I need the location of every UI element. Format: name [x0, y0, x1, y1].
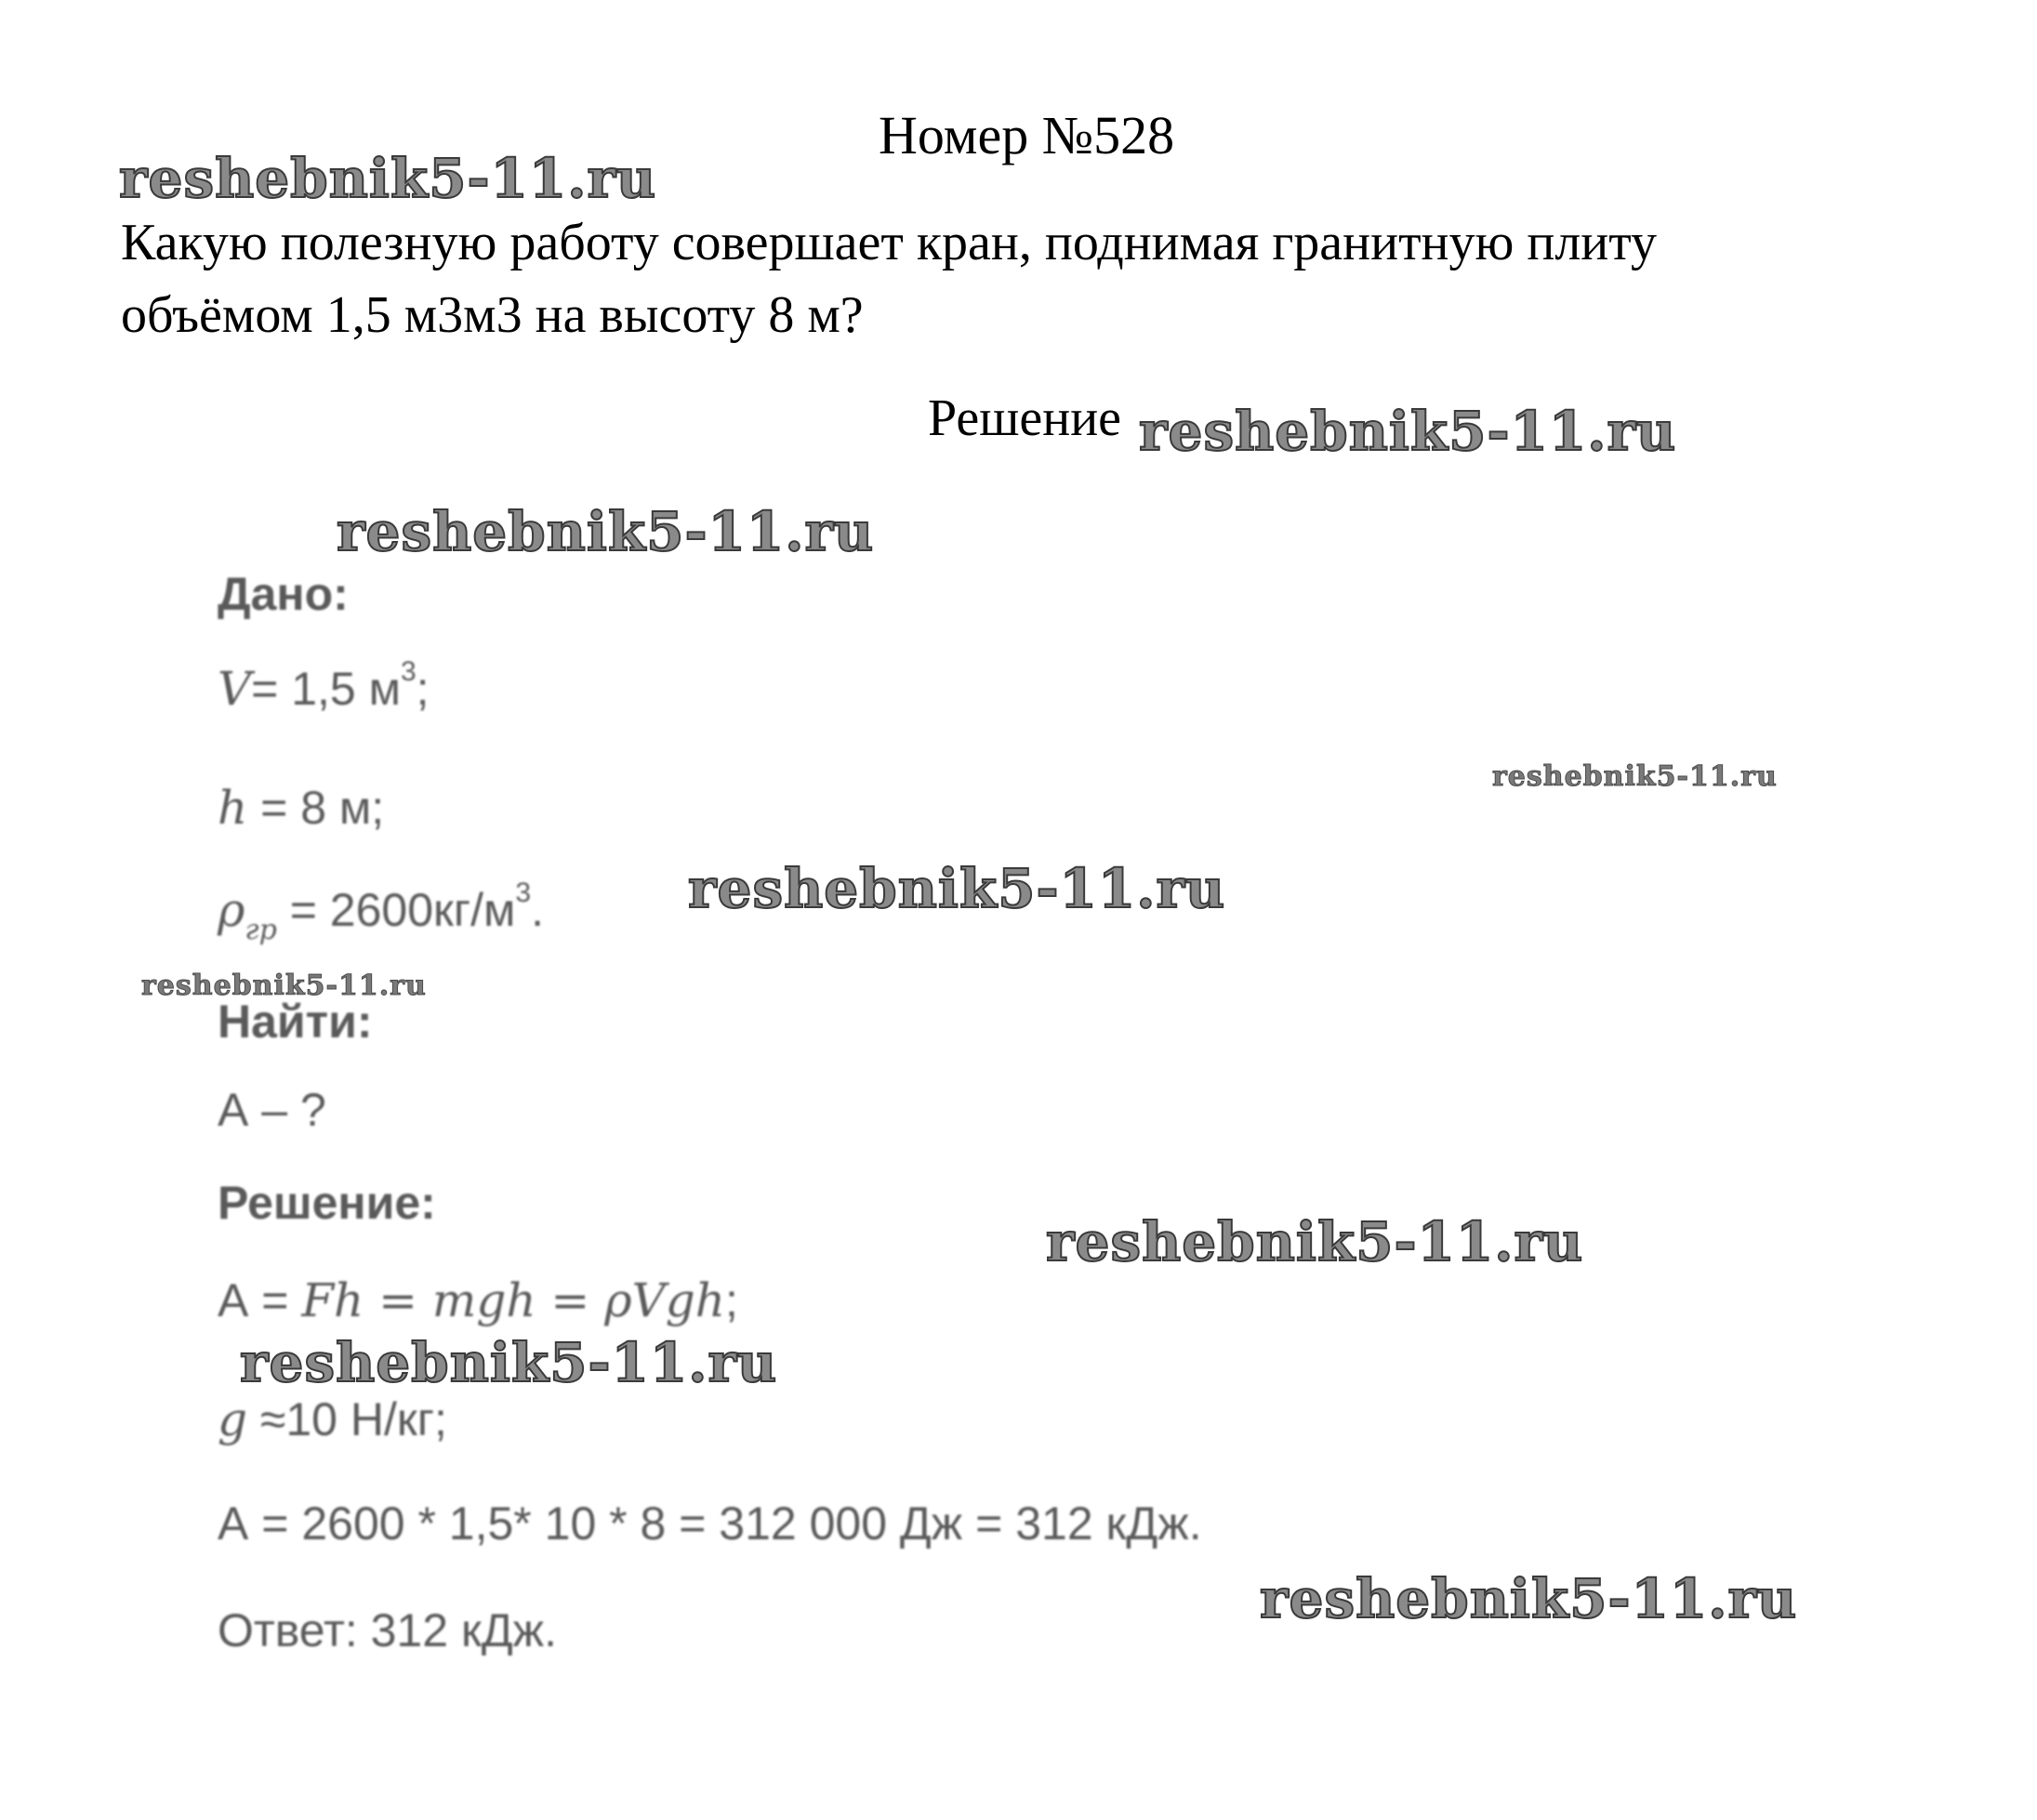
solution-heading: Решение: [928, 389, 1122, 447]
watermark: reshebnik5-11.ru: [1492, 760, 1778, 793]
given-label: Дано:: [218, 568, 349, 620]
volume-symbol: V: [218, 662, 252, 716]
given-volume: [218, 656, 430, 716]
calculation: А = 2600 * 1,5* 10 * 8 = 312 000 Дж = 312 кДж.: [218, 1497, 1202, 1550]
answer: Ответ: 312 кДж.: [218, 1604, 558, 1656]
page-title: Номер №528: [879, 105, 1175, 165]
density-subscript: гр: [245, 914, 277, 946]
gravity-value: [218, 1392, 447, 1446]
volume-end: ;: [416, 663, 430, 715]
problem-text: Какую полезную работу совершает кран, поднимая гранитную плиту объёмом 1,5 м3м3 на высоту 8 м?: [121, 214, 1657, 344]
watermark: reshebnik5-11.ru: [1046, 1210, 1584, 1273]
formula-a: А =: [218, 1274, 302, 1326]
volume-value: = 1,5 м: [251, 663, 401, 715]
watermark: reshebnik5-11.ru: [1260, 1567, 1798, 1630]
density-symbol: ρ: [218, 883, 245, 937]
watermark: reshebnik5-11.ru: [688, 857, 1226, 920]
height-symbol: h: [218, 781, 248, 835]
watermark: reshebnik5-11.ru: [1139, 400, 1677, 463]
gravity-approx: ≈10 Н/кг;: [247, 1393, 447, 1445]
solution-formula: [218, 1273, 738, 1327]
find-value: А – ?: [218, 1084, 326, 1136]
density-exponent: 3: [515, 877, 532, 908]
given-height: [218, 781, 384, 835]
watermark: reshebnik5-11.ru: [240, 1331, 778, 1394]
gravity-symbol: g: [218, 1392, 248, 1446]
formula-end: ;: [724, 1274, 738, 1326]
watermark: reshebnik5-11.ru: [119, 147, 657, 210]
watermark: reshebnik5-11.ru: [141, 969, 427, 1002]
watermark: reshebnik5-11.ru: [337, 500, 875, 563]
find-label: Найти:: [218, 996, 373, 1048]
volume-exponent: 3: [400, 656, 417, 687]
formula-rest: Fh = mgh = ρVgh: [301, 1273, 725, 1327]
density-value: = 2600кг/м: [289, 884, 516, 936]
height-value: = 8 м;: [260, 782, 385, 834]
solution-label: Решение:: [218, 1177, 436, 1229]
given-density: [218, 877, 544, 946]
density-end: .: [531, 884, 544, 936]
